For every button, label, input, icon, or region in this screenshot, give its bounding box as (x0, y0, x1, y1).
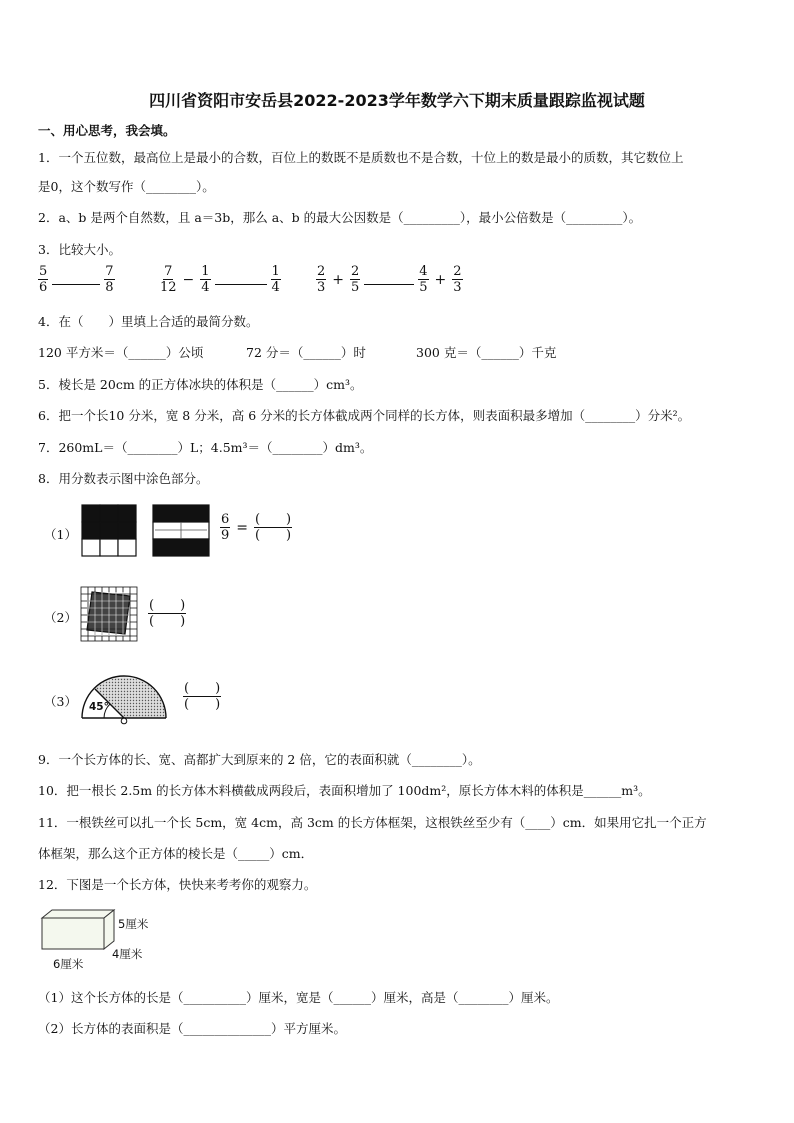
answer-blank[interactable] (215, 284, 267, 285)
denominator: 5 (419, 280, 428, 295)
question-11-line-1: 11．一根铁丝可以扎一个长 5cm，宽 4cm，高 3cm 的长方体框架，这根铁丝至少有（____）cm．如果用它扎一个正方 (38, 815, 707, 830)
page-title: 四川省资阳市安岳县2022-2023学年数学六下期末质量跟踪监视试题 (149, 91, 645, 110)
fraction (104, 264, 114, 295)
fraction (160, 264, 177, 295)
fraction (316, 264, 326, 295)
denominator: 5 (350, 280, 360, 295)
question-10: 10．把一根长 2.5m 的长方体木料横截成两段后，表面积增加了 100dm²，原长方体木料的体积是______m³。 (38, 783, 651, 798)
compare-expression-2 (160, 264, 281, 295)
question-3: 3．比较大小。 (38, 242, 121, 257)
denominator: 3 (453, 280, 462, 295)
denominator: 12 (160, 280, 177, 295)
equals-sign: = (236, 519, 248, 536)
denominator-blank[interactable]: ( ) (184, 697, 221, 712)
denominator: 8 (105, 280, 114, 295)
fraction (200, 264, 210, 295)
length-label: 6厘米 (53, 957, 84, 971)
question-5: 5．棱长是 20cm 的正方体冰块的体积是（______）cm³。 (38, 377, 363, 392)
denominator-blank[interactable]: ( ) (254, 528, 292, 543)
numerator: 1 (271, 264, 280, 279)
numerator: 2 (453, 264, 462, 279)
question-12-part-2: （2）长方体的表面积是（______________）平方厘米。 (38, 1021, 346, 1036)
denominator: 4 (201, 280, 210, 295)
numerator-blank[interactable]: ( ) (149, 598, 186, 613)
part-label-2: （2） (44, 610, 77, 625)
semicircle-figure (78, 672, 178, 724)
answer-fraction-3[interactable] (183, 681, 221, 712)
cuboid-figure (40, 908, 120, 953)
numerator-blank[interactable]: ( ) (184, 681, 221, 696)
width-label: 4厘米 (112, 947, 143, 961)
question-4-item-c: 300 克＝（______）千克 (416, 345, 557, 360)
numerator: 1 (201, 264, 210, 279)
section-heading: 一、用心思考，我会填。 (38, 123, 176, 138)
grid-figure-1 (80, 503, 215, 558)
question-1-line-1: 1．一个五位数，最高位上是最小的合数，百位上的数既不是质数也不是合数，十位上的数是最小的质数，其它数位上 (38, 150, 684, 165)
fraction (418, 264, 428, 295)
numerator: 7 (164, 264, 173, 279)
question-1-line-2: 是0，这个数写作（________）。 (38, 179, 215, 194)
denominator: 9 (221, 528, 230, 543)
question-12: 12．下图是一个长方体，快快来考考你的观察力。 (38, 877, 317, 892)
denominator: 6 (39, 280, 48, 295)
compare-expression-1 (38, 264, 115, 295)
minus-sign: − (182, 271, 195, 288)
answer-blank[interactable] (364, 284, 414, 285)
grid-figure-2 (80, 586, 140, 642)
question-6: 6．把一个长10 分米，宽 8 分米，高 6 分米的长方体截成两个同样的长方体，则表面积最多增加（________）分米²。 (38, 408, 691, 423)
question-4-item-a: 120 平方米＝（______）公顷 (38, 345, 204, 360)
plus-sign: + (332, 271, 344, 288)
question-9: 9．一个长方体的长、宽、高都扩大到原来的 2 倍，它的表面积就（________）。 (38, 752, 481, 767)
height-label: 5厘米 (118, 917, 149, 931)
compare-expression-3 (316, 264, 463, 295)
fraction (220, 512, 230, 543)
fraction-equation (220, 512, 292, 543)
question-7: 7．260mL＝（________）L；4.5m³＝（________）dm³。 (38, 440, 373, 455)
part-label-3: （3） (44, 694, 77, 709)
fraction (271, 264, 281, 295)
question-2: 2．a、b 是两个自然数，且 a＝3b，那么 a、b 的最大公因数是（_________），最小公倍数是（_________）。 (38, 210, 642, 225)
denominator: 4 (271, 280, 280, 295)
fraction (452, 264, 462, 295)
question-11-line-2: 体框架，那么这个正方体的棱长是（_____）cm． (38, 846, 314, 861)
numerator-blank[interactable]: ( ) (254, 512, 292, 527)
numerator: 2 (317, 264, 326, 279)
question-8: 8．用分数表示图中涂色部分。 (38, 471, 209, 486)
answer-fraction[interactable] (254, 512, 292, 543)
question-12-part-1: （1）这个长方体的长是（__________）厘米，宽是（______）厘米，高是（________）厘米。 (38, 990, 559, 1005)
fraction (38, 264, 48, 295)
part-label-1: （1） (44, 527, 77, 542)
question-4: 4．在（ ）里填上合适的最简分数。 (38, 314, 259, 329)
angle-label: 45° (89, 701, 109, 713)
answer-blank[interactable] (52, 284, 100, 285)
denominator-blank[interactable]: ( ) (149, 614, 186, 629)
numerator: 2 (350, 264, 360, 279)
plus-sign: + (434, 271, 447, 288)
answer-fraction-2[interactable] (148, 598, 186, 629)
numerator: 6 (221, 512, 230, 527)
fraction (350, 264, 360, 295)
question-4-item-b: 72 分＝（______）时 (246, 345, 366, 360)
numerator: 4 (419, 264, 428, 279)
denominator: 3 (317, 280, 326, 295)
numerator: 5 (39, 264, 48, 279)
numerator: 7 (105, 264, 114, 279)
